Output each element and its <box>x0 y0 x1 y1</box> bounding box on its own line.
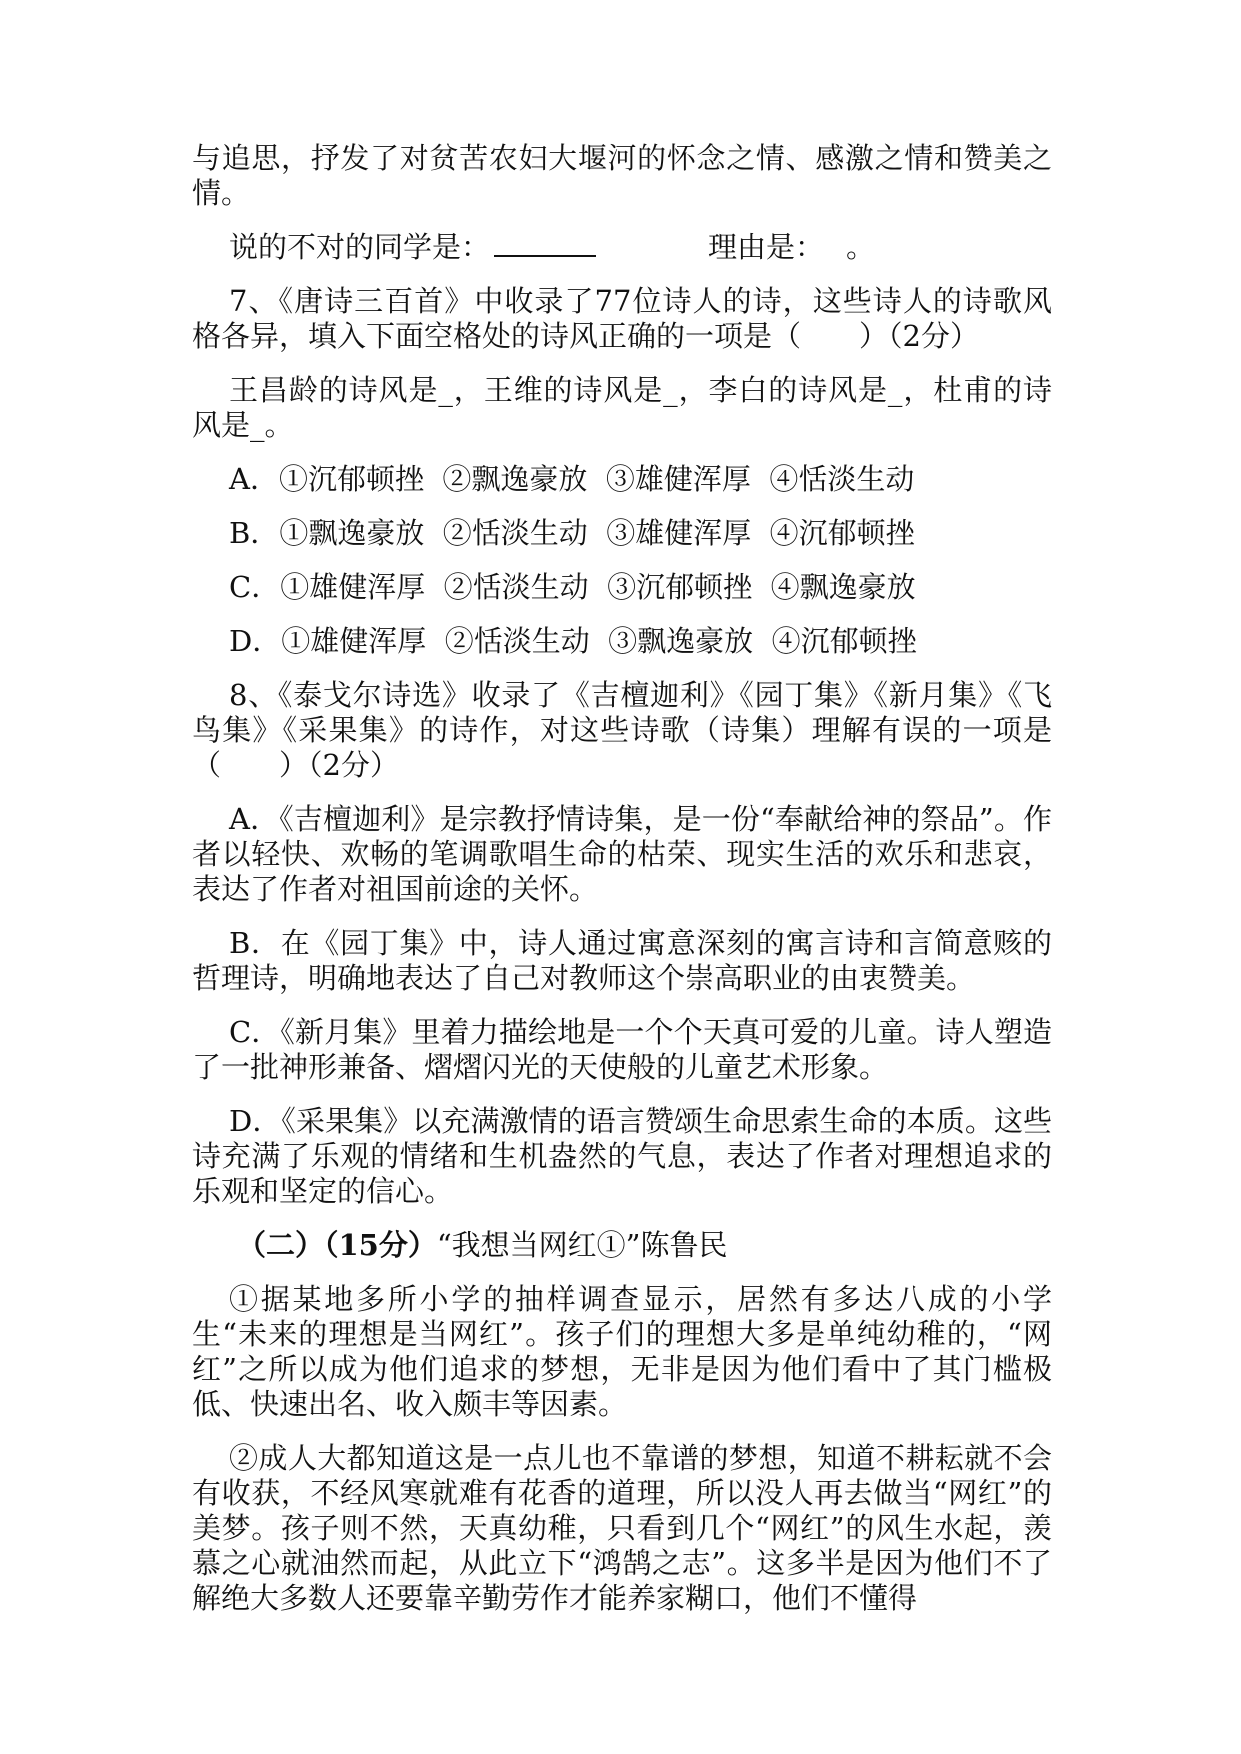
q7-option-d <box>192 624 1052 659</box>
option-item: ④沉郁顿挫 <box>771 624 917 658</box>
option-item: ③沉郁顿挫 <box>607 570 753 604</box>
q7-blanks: 王昌龄的诗风是_，王维的诗风是_，李白的诗风是_，杜甫的诗风是_。 <box>192 373 1052 442</box>
q8-option-c: C．《新月集》里着力描绘地是一个个天真可爱的儿童。诗人塑造了一批神形兼备、熠熠闪光的天使般的儿童艺术形象。 <box>192 1015 1052 1084</box>
option-item: ②恬淡生动 <box>443 570 589 604</box>
q7-stem: 7、《唐诗三百首》中收录了77位诗人的诗，这些诗人的诗歌风格各异，填入下面空格处的诗风正确的一项是（ ）（2分） <box>192 284 1052 353</box>
q7-option-a <box>192 462 1052 497</box>
section-heading <box>192 1228 1052 1263</box>
reason-end: 。 <box>846 230 876 264</box>
option-item: ①雄健浑厚 <box>281 624 427 658</box>
option-item: ①飘逸豪放 <box>279 516 425 550</box>
option-item: ②恬淡生动 <box>442 516 588 550</box>
option-item: ②飘逸豪放 <box>442 462 588 496</box>
section-number: （二）（15分） <box>237 1228 437 1262</box>
section-title: “我想当网红①”陈鲁民 <box>436 1228 728 1262</box>
option-item: ④沉郁顿挫 <box>769 516 915 550</box>
q8-option-a: A．《吉檀迦利》是宗教抒情诗集，是一份“奉献给神的祭品”。作者以轻快、欢畅的笔调歌唱生命的枯荣、现实生活的欢乐和悲哀，表达了作者对祖国前途的关怀。 <box>192 802 1052 906</box>
answer-blank[interactable] <box>494 231 596 257</box>
option-item: ①雄健浑厚 <box>280 570 426 604</box>
passage-paragraph-1: ①据某地多所小学的抽样调查显示，居然有多达八成的小学生“未来的理想是当网红”。孩子们的理想大多是单纯幼稚的，“网红”之所以成为他们追求的梦想，无非是因为他们看中了其门槛极低、快速出名、收入颇丰等因素。 <box>192 1282 1052 1421</box>
option-letter: D． <box>229 624 282 658</box>
q8-stem: 8、《泰戈尔诗选》收录了《吉檀迦利》《园丁集》《新月集》《飞鸟集》《采果集》的诗作，对这些诗歌（诗集）理解有误的一项是（ ）（2分） <box>192 678 1052 782</box>
passage-paragraph-2: ②成人大都知道这是一点儿也不靠谱的梦想，知道不耕耘就不会有收获，不经风寒就难有花香的道理，所以没人再去做当“网红”的美梦。孩子则不然，天真幼稚，只看到几个“网红”的风生水起，羡慕之心就油然而起，从此立下“鸿鹄之志”。这多半是因为他们不了解绝大多数人还要靠辛勤劳作才能养家糊口，他们不懂得 <box>192 1441 1052 1615</box>
option-item: ③飘逸豪放 <box>608 624 754 658</box>
document-page <box>192 141 1052 1616</box>
q7-option-b <box>192 516 1052 551</box>
option-item: ③雄健浑厚 <box>606 516 752 550</box>
option-item: ③雄健浑厚 <box>605 462 751 496</box>
option-item: ④恬淡生动 <box>769 462 915 496</box>
option-letter: C． <box>229 570 281 604</box>
option-letter: B． <box>229 516 280 550</box>
option-item: ①沉郁顿挫 <box>278 462 424 496</box>
option-item: ②恬淡生动 <box>444 624 590 658</box>
q7-option-c <box>192 570 1052 605</box>
q8-option-b: B．在《园丁集》中，诗人通过寓意深刻的寓言诗和言简意赅的哲理诗，明确地表达了自己对教师这个崇高职业的由衷赞美。 <box>192 926 1052 995</box>
q8-option-d: D．《采果集》以充满激情的语言赞颂生命思索生命的本质。这些诗充满了乐观的情绪和生机盎然的气息，表达了作者对理想追求的乐观和坚定的信心。 <box>192 1104 1052 1208</box>
option-letter: A． <box>229 462 279 496</box>
wrong-student-line <box>192 230 1052 265</box>
option-item: ④飘逸豪放 <box>770 570 916 604</box>
paragraph-intro-end: 与追思，抒发了对贫苦农妇大堰河的怀念之情、感激之情和赞美之情。 <box>192 141 1052 210</box>
reason-label: 理由是： <box>708 230 825 264</box>
wrong-student-label: 说的不对的同学是： <box>229 230 491 264</box>
